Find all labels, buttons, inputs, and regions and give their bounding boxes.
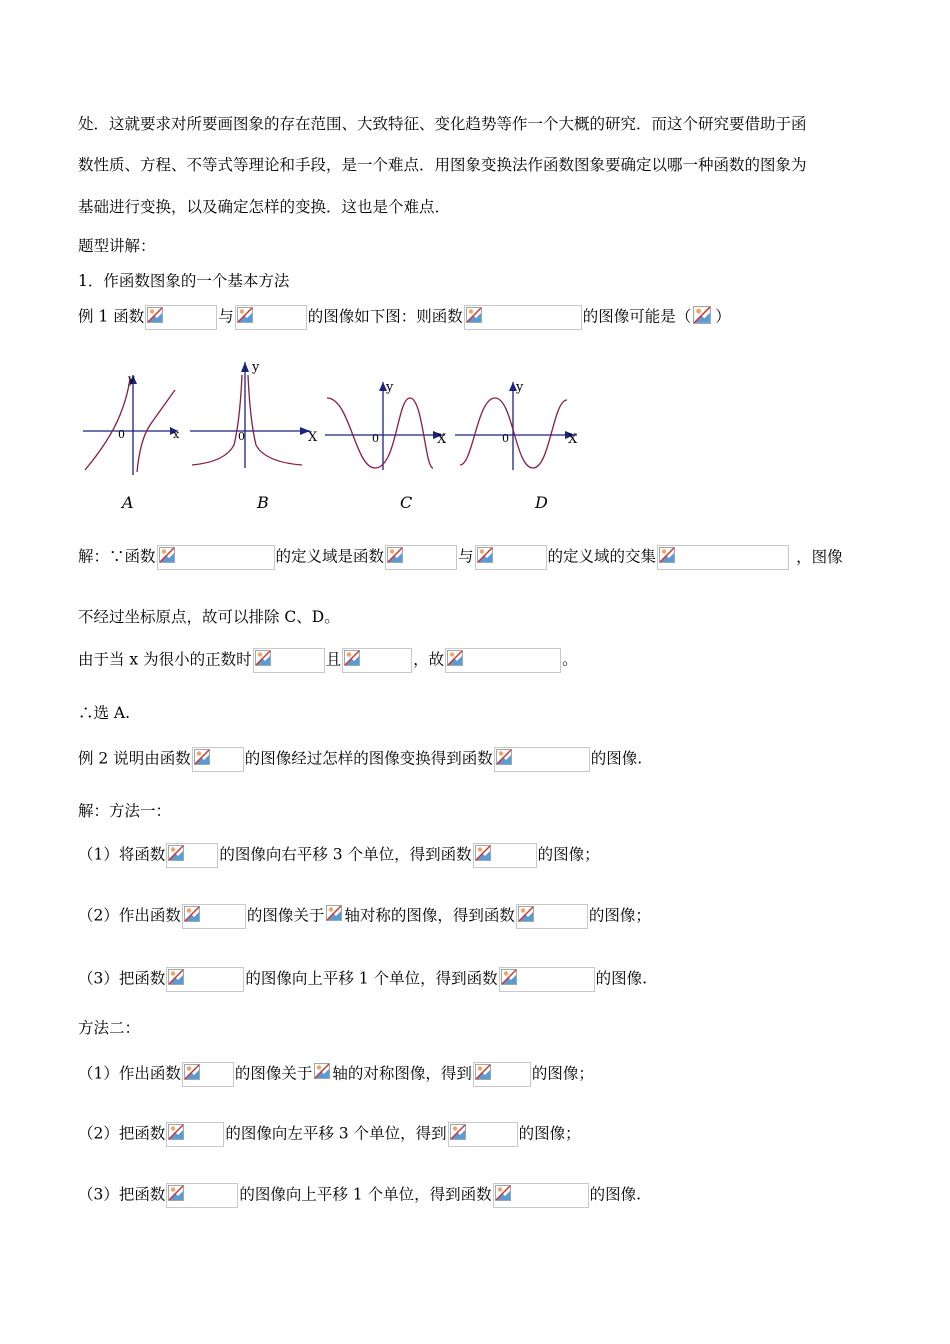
paragraph-line: 数性质、方程、不等式等理论和手段，是一个难点．用图象变换法作函数图象要确定以哪一种函数的图象为: [78, 156, 807, 174]
image-placeholder-icon: [168, 1124, 184, 1140]
image-placeholder-icon: [693, 306, 711, 324]
image-placeholder-icon: [466, 307, 482, 323]
image-placeholder-icon: [501, 969, 517, 985]
solution-line: 解：∵函数 的定义域是函数 与 的定义域的交集 ，图像: [78, 545, 843, 570]
graph-d: [455, 382, 577, 470]
image-placeholder-icon: [475, 1064, 491, 1080]
graph-c: [325, 382, 445, 470]
method-title: 解：方法一：: [78, 802, 172, 820]
formula-image: [473, 1062, 531, 1087]
formula-image: [493, 1183, 589, 1208]
formula-image: [313, 1062, 331, 1087]
formula-image: [445, 648, 561, 673]
formula-image: [166, 1122, 224, 1147]
solution-line: 由于当 x 为很小的正数时 且 ，故 。: [78, 648, 578, 673]
graph-label-d: D: [535, 493, 548, 512]
image-placeholder-icon: [147, 307, 163, 323]
formula-image: [182, 904, 246, 929]
graph-label-a: A: [122, 493, 134, 512]
subsection-title: 1．作函数图象的一个基本方法: [78, 272, 290, 290]
y-axis-arrow: [241, 362, 249, 372]
formula-image: [494, 747, 590, 772]
image-placeholder-icon: [168, 1185, 184, 1201]
formula-image: [342, 648, 412, 673]
formula-image: [464, 305, 582, 330]
graph-b: [190, 362, 310, 468]
image-placeholder-icon: [447, 650, 463, 666]
formula-image: [166, 1183, 238, 1208]
formula-image: [475, 545, 547, 570]
section-heading: 题型讲解：: [78, 237, 156, 255]
formula-image: [516, 904, 588, 929]
curve: [327, 398, 433, 468]
graph-a: [83, 375, 178, 475]
curve: [192, 375, 242, 465]
formula-image: [166, 843, 218, 868]
graph-label-c: C: [400, 493, 413, 512]
formula-image: [325, 904, 343, 929]
image-placeholder-icon: [168, 969, 184, 985]
formula-image: [192, 747, 244, 772]
paragraph-line: 基础进行变换，以及确定怎样的变换．这也是个难点．: [78, 198, 451, 216]
formula-image: [448, 1122, 518, 1147]
image-placeholder-icon: [159, 547, 175, 563]
image-placeholder-icon: [326, 905, 342, 921]
formula-image: [157, 545, 275, 570]
image-placeholder-icon: [184, 906, 200, 922]
answer-image: [692, 305, 714, 330]
image-placeholder-icon: [475, 845, 491, 861]
image-placeholder-icon: [194, 749, 210, 765]
image-placeholder-icon: [344, 650, 360, 666]
curve: [248, 375, 302, 465]
method-step: （1）将函数 的图像向右平移 3 个单位，得到函数 的图像；: [78, 843, 600, 868]
image-placeholder-icon: [168, 845, 184, 861]
function-graphs: [80, 360, 580, 485]
paragraph-line: 处．这就要求对所要画图象的存在范围、大致特征、变化趋势等作一个大概的研究．而这个研究要借助于函: [78, 115, 807, 133]
method-step: （1）作出函数 的图像关于 轴的对称图像，得到 的图像；: [78, 1062, 594, 1087]
formula-image: [473, 843, 537, 868]
method-step: （2）把函数 的图像向左平移 3 个单位，得到 的图像；: [78, 1122, 581, 1147]
formula-image: [657, 545, 789, 570]
solution-line: 不经过坐标原点，故可以排除 C、D。: [78, 608, 340, 626]
solution-conclusion: ∴选 A.: [78, 704, 131, 722]
formula-image: [253, 648, 325, 673]
image-placeholder-icon: [387, 547, 403, 563]
example-2-line: 例 2 说明由函数 的图像经过怎样的图像变换得到函数 的图像.: [78, 747, 642, 772]
formula-image: [235, 305, 307, 330]
formula-image: [385, 545, 457, 570]
method-step: （3）把函数 的图像向上平移 1 个单位，得到函数 的图像.: [78, 1183, 641, 1208]
curve: [85, 378, 130, 470]
image-placeholder-icon: [659, 547, 675, 563]
formula-image: [145, 305, 217, 330]
image-placeholder-icon: [184, 1064, 200, 1080]
formula-image: [499, 967, 595, 992]
image-placeholder-icon: [314, 1063, 330, 1079]
method-title: 方法二：: [78, 1019, 141, 1037]
image-placeholder-icon: [255, 650, 271, 666]
method-step: （3）把函数 的图像向上平移 1 个单位，得到函数 的图像.: [78, 967, 647, 992]
image-placeholder-icon: [496, 749, 512, 765]
image-placeholder-icon: [237, 307, 253, 323]
image-placeholder-icon: [518, 906, 534, 922]
image-placeholder-icon: [477, 547, 493, 563]
example-1-line: 例 1 函数 与 的图像如下图：则函数 的图像可能是（ ）: [78, 305, 731, 330]
image-placeholder-icon: [495, 1185, 511, 1201]
formula-image: [182, 1062, 234, 1087]
method-step: （2）作出函数 的图像关于 轴对称的图像，得到函数 的图像；: [78, 904, 651, 929]
image-placeholder-icon: [450, 1124, 466, 1140]
formula-image: [166, 967, 244, 992]
graph-label-b: B: [257, 493, 269, 512]
